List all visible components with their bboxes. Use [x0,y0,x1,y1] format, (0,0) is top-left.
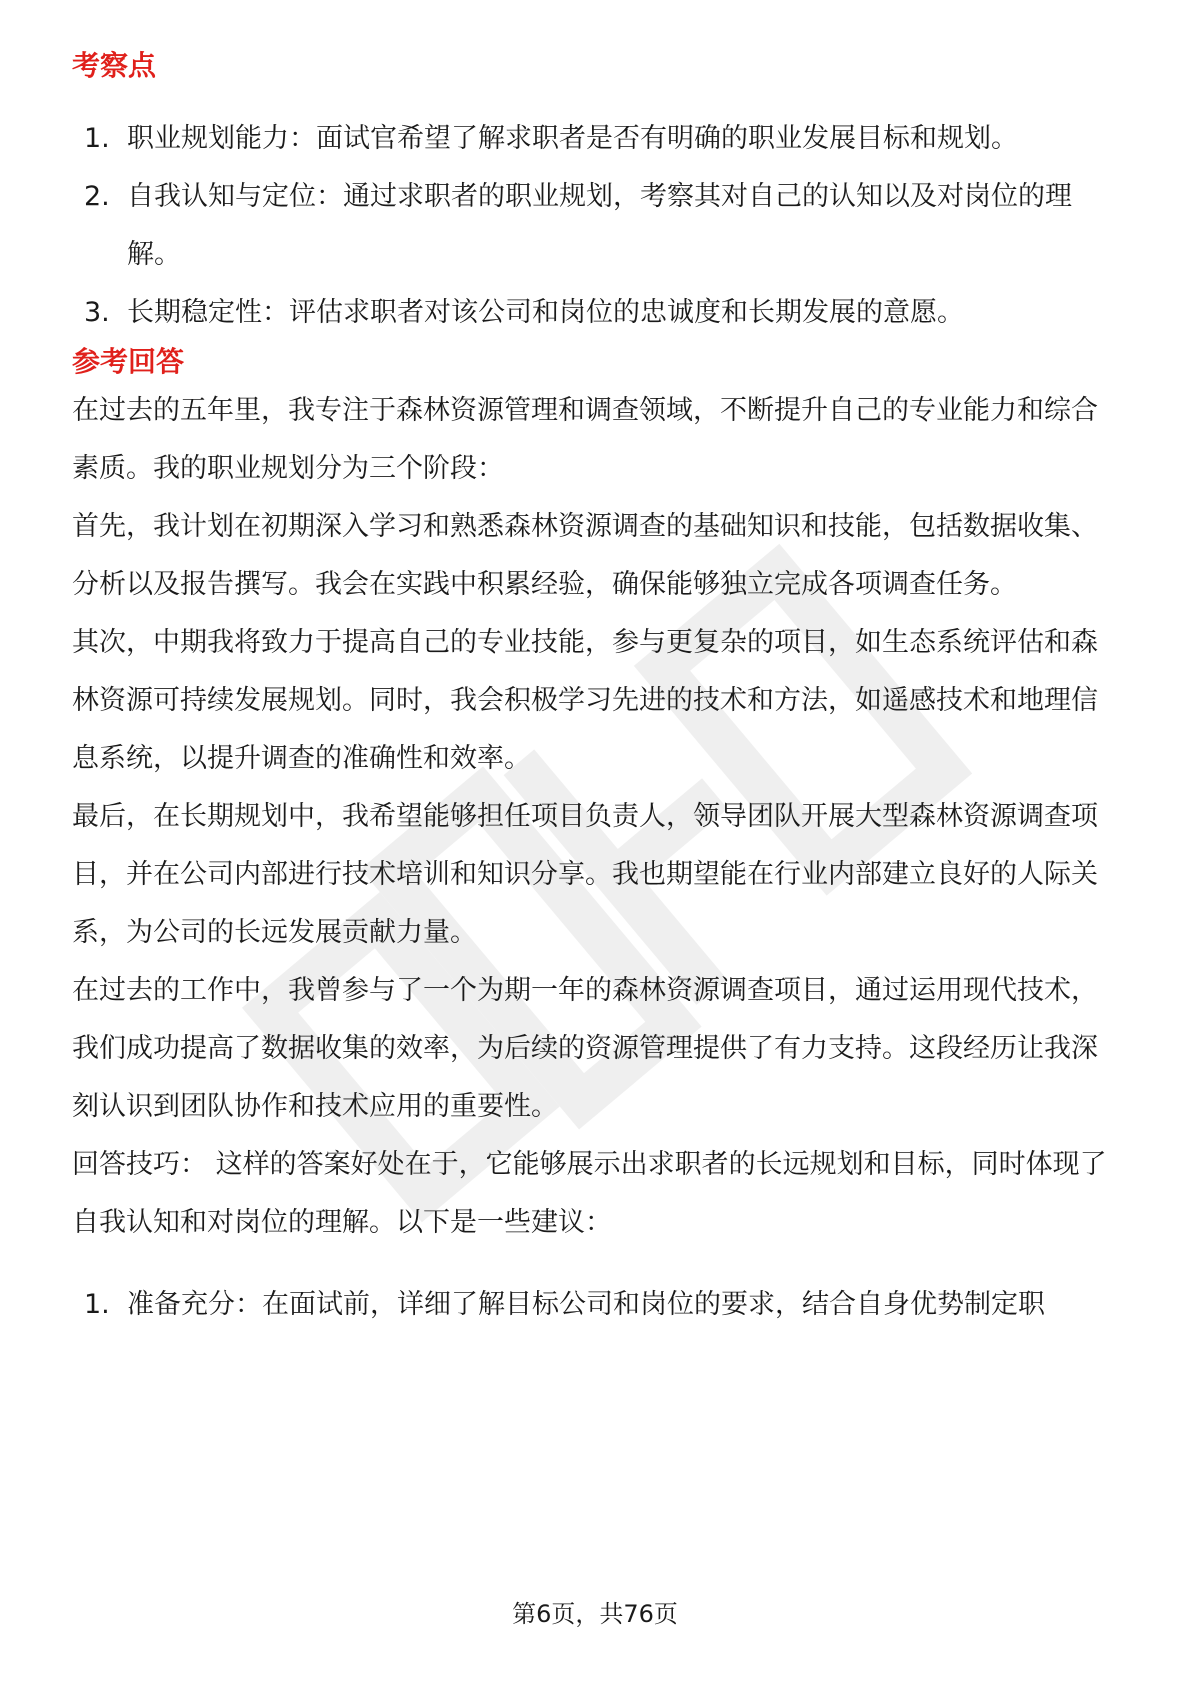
exam-points-heading: 考察点 [72,49,157,82]
list-item-text: 长期稳定性：评估求职者对该公司和岗位的忠诚度和长期发展的意愿。 [127,297,964,328]
answer-paragraph: 最后，在长期规划中，我希望能够担任项目负责人，领导团队开展大型森林资源调查项目，并在公司内部进行技术培训和知识分享。我也期望能在行业内部建立良好的人际关系，为公司的长远发展贡献力量。 [72,801,1098,948]
list-item [72,284,1122,342]
answer-paragraph: 首先，我计划在初期深入学习和熟悉森林资源调查的基础知识和技能，包括数据收集、分析以及报告撰写。我会在实践中积累经验，确保能够独立完成各项调查任务。 [72,511,1098,600]
list-item [72,168,1122,284]
answer-paragraph: 在过去的五年里，我专注于森林资源管理和调查领域，不断提升自己的专业能力和综合素质。我的职业规划分为三个阶段： [72,395,1098,484]
tips-list [72,1276,1122,1334]
reference-answer-heading: 参考回答 [72,345,185,378]
list-item-text: 自我认知与定位：通过求职者的职业规划，考察其对自己的认知以及对岗位的理解。 [127,181,1072,270]
answer-tips-intro: 回答技巧： 这样的答案好处在于，它能够展示出求职者的长远规划和目标，同时体现了自我认知和对岗位的理解。以下是一些建议： [72,1149,1107,1238]
list-item-number: 1. [84,123,110,154]
answer-paragraph: 其次，中期我将致力于提高自己的专业技能，参与更复杂的项目，如生态系统评估和森林资源可持续发展规划。同时，我会积极学习先进的技术和方法，如遥感技术和地理信息系统，以提升调查的准确性和效率。 [72,627,1098,774]
list-item-text: 职业规划能力：面试官希望了解求职者是否有明确的职业发展目标和规划。 [127,123,1018,154]
answer-paragraph: 在过去的工作中，我曾参与了一个为期一年的森林资源调查项目，通过运用现代技术，我们成功提高了数据收集的效率，为后续的资源管理提供了有力支持。这段经历让我深刻认识到团队协作和技术应用的重要性。 [72,975,1098,1122]
list-item-text: 准备充分：在面试前，详细了解目标公司和岗位的要求，结合自身优势制定职 [127,1289,1045,1320]
list-item-number: 3. [84,297,110,328]
list-item-number: 2. [84,181,110,212]
page-footer: 第6页，共76页 [512,1600,678,1628]
list-item-number: 1. [84,1289,110,1320]
exam-points-list [72,110,1122,342]
list-item [72,110,1122,168]
list-item [72,1276,1122,1334]
main-content [72,46,1122,1334]
